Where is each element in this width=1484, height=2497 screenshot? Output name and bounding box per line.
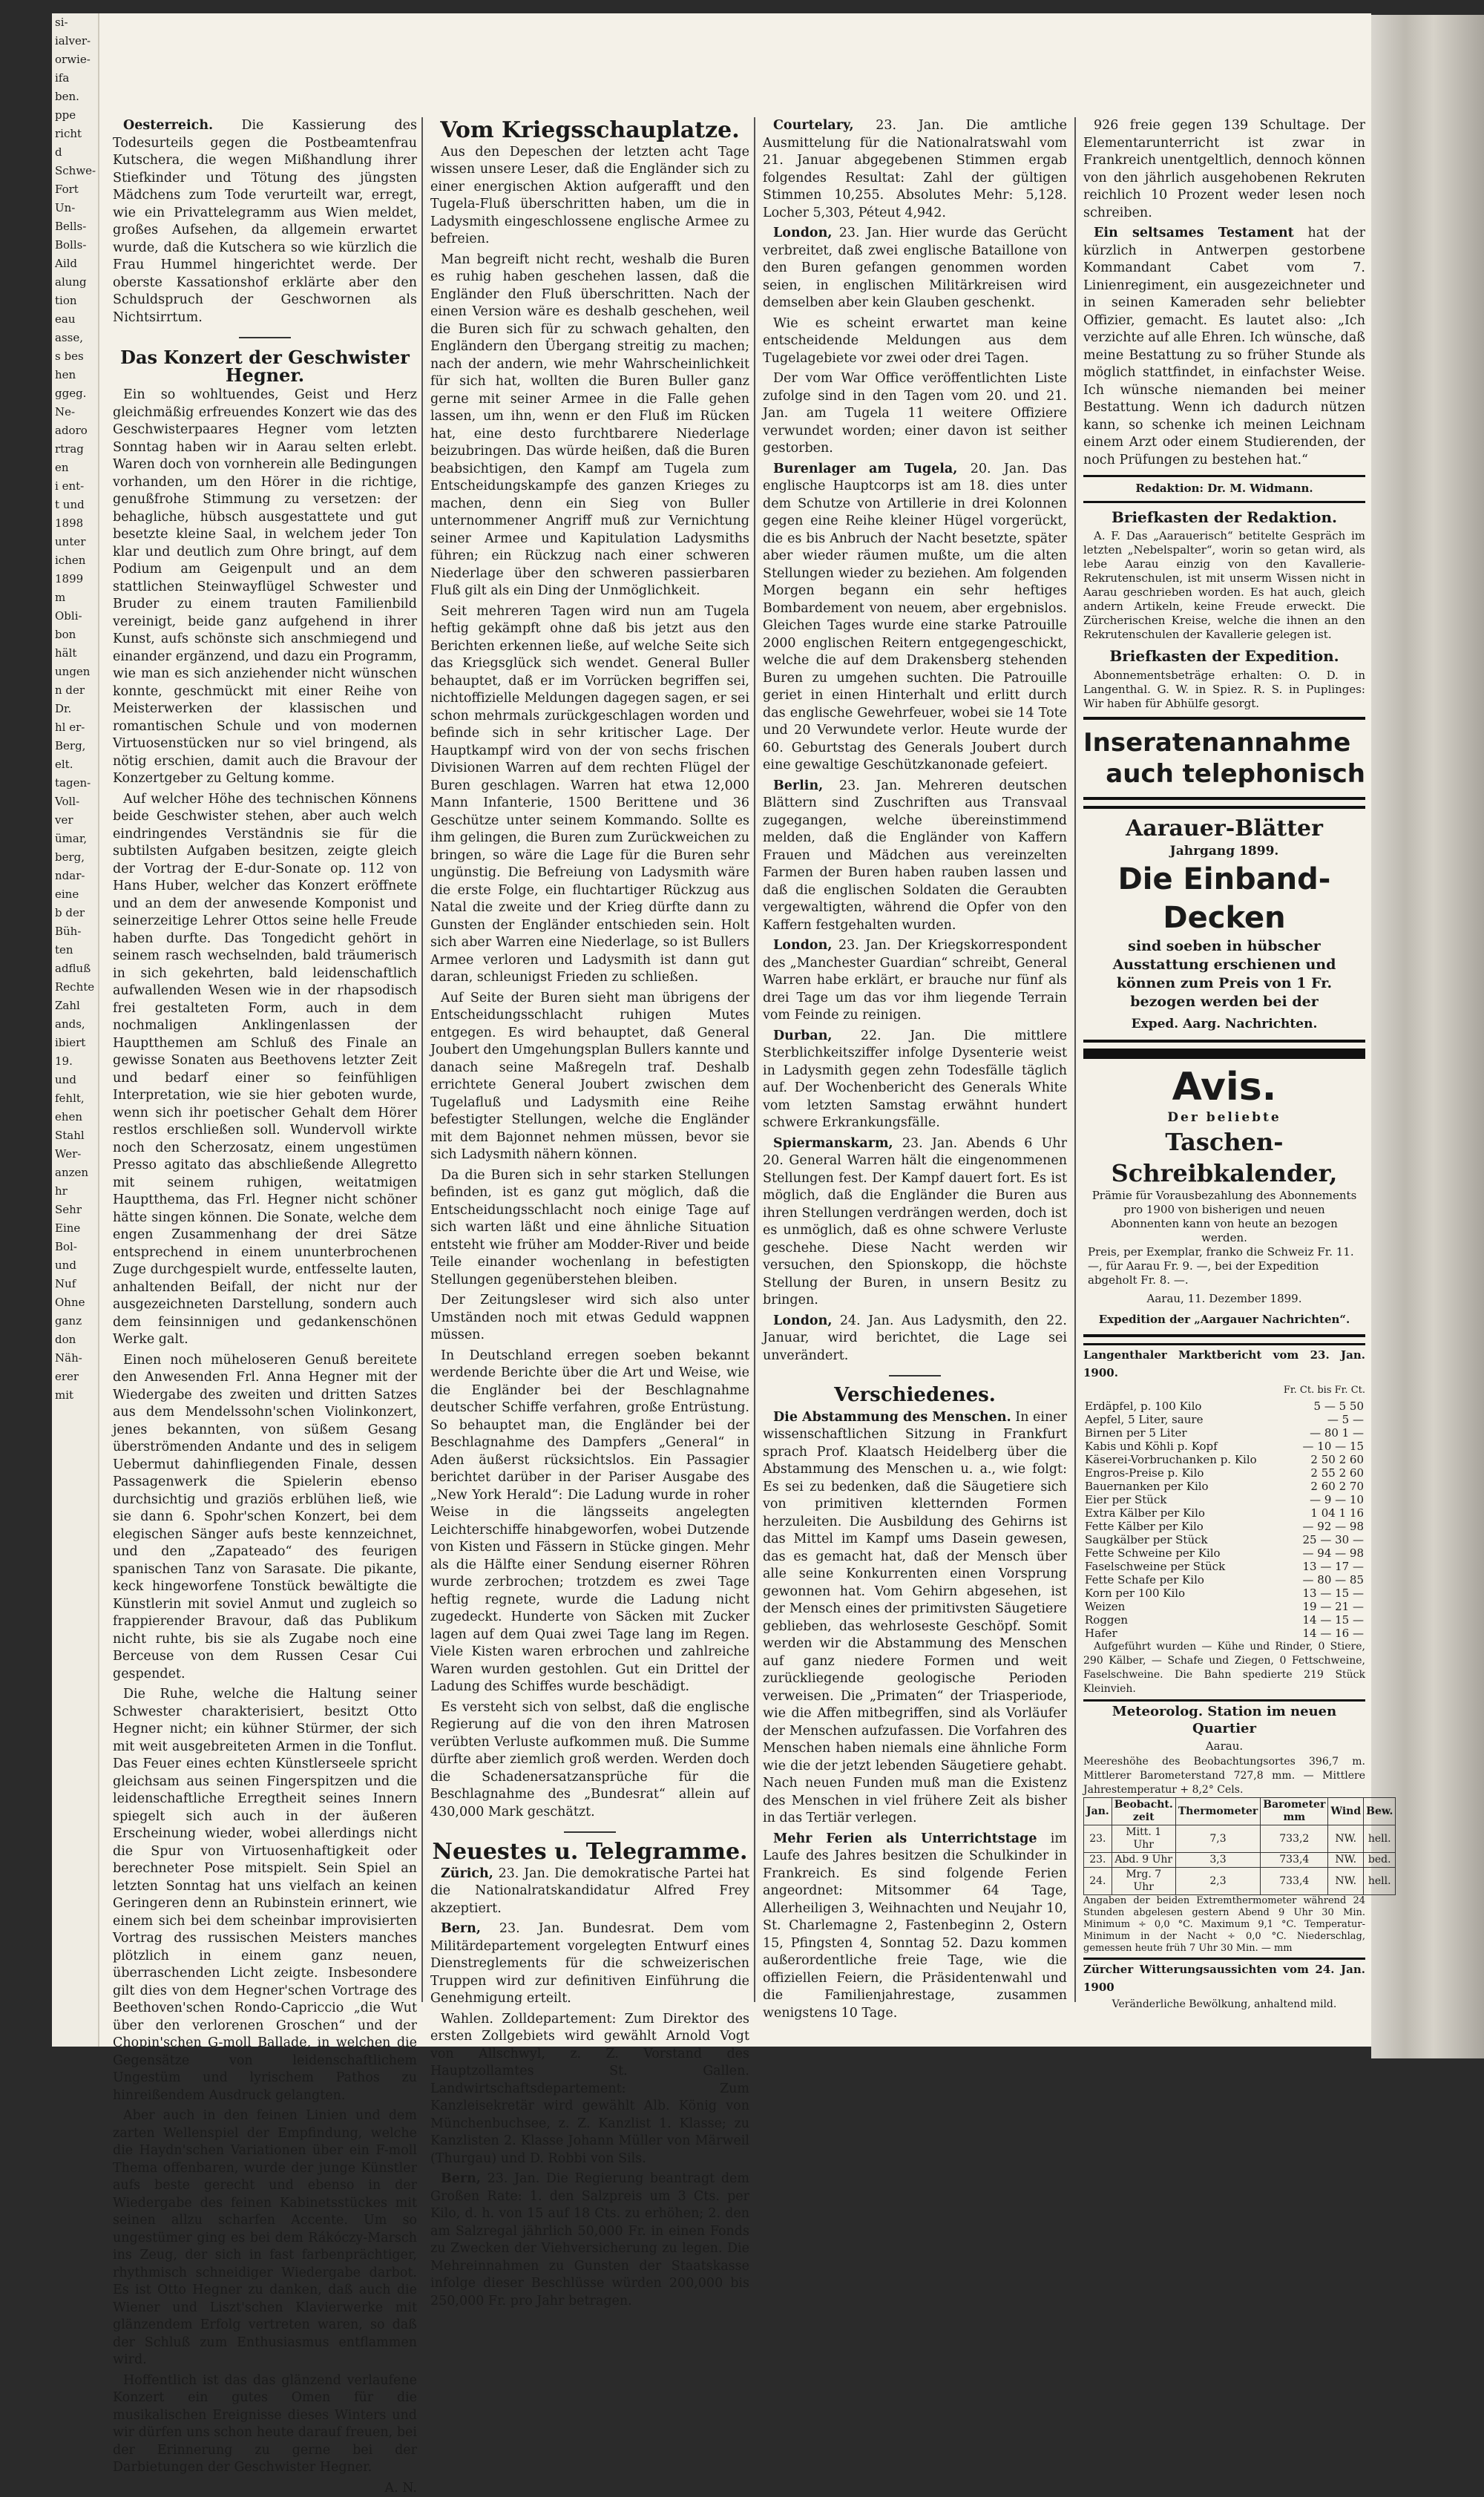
gutter-fragment: eine — [52, 885, 98, 904]
market-units: Fr. Ct. bis Fr. Ct. — [1083, 1382, 1365, 1400]
market-row — [1083, 1627, 1365, 1640]
article-text: 23. Jan. Mehreren deutschen Blättern sind Zuschriften aus Transvaal zugegangen, welche übereinstimmend melden, daß die Engländer von Kaffern Frauen und Mädchen aus vereinzelten Farmen der Buren haben rauben lassen und daß die englischen Soldaten die Geraubten vergewaltigten, während die Opfer von den Kaffern festgehalten wurden. — [763, 778, 1067, 933]
market-item: Korn per 100 Kilo — [1083, 1587, 1290, 1600]
gutter-fragment: ndar- — [52, 867, 98, 885]
gutter-fragment: eau — [52, 310, 98, 329]
ad-text: sind soeben in hübscher Ausstattung erschienen und können zum Preis von 1 Fr. bezogen werden bei der — [1083, 937, 1365, 1011]
market-value: — 80 — 85 — [1290, 1573, 1365, 1587]
article-lead: London, — [773, 226, 832, 240]
gutter-fragment: 19. — [52, 1052, 98, 1071]
meteo-station — [1083, 1699, 1365, 1955]
gutter-fragment: Un- — [52, 199, 98, 217]
telegram — [430, 2011, 749, 2168]
market-value: — 80 1 — — [1290, 1426, 1365, 1440]
market-item: Fette Kälber per Kilo — [1083, 1520, 1290, 1533]
gutter-fragment: und — [52, 1256, 98, 1275]
market-item: Kabis und Köhli p. Kopf — [1083, 1440, 1290, 1453]
neuestes-article — [430, 1866, 749, 2311]
column-4 — [1083, 117, 1365, 2017]
article-text: 24. Jan. Aus Ladysmith, den 22. Januar, wird berichtet, die Lage sei unverändert. — [763, 1313, 1067, 1363]
market-title: Langenthaler Marktbericht vom 23. Jan. 1900. — [1083, 1347, 1365, 1382]
gutter-fragment: adfluß — [52, 959, 98, 978]
gutter-fragment: ppe — [52, 106, 98, 125]
market-table — [1083, 1400, 1365, 1640]
telegram-list — [763, 117, 1067, 1365]
meteo-cell: Abd. 9 Uhr — [1112, 1853, 1175, 1868]
market-value: 13 — 15 — — [1290, 1587, 1365, 1600]
paragraph: In Deutschland erregen soeben bekannt werdende Berichte über die Art und Weise, wie die Engländer bei der Beschlagnahme deutscher Schiffe verfahren, große Entrüstung. So behauptet man, die Engländer bei der Beschlagnahme des Dampfers „General“ in Aden äußerst rücksichtslos. Ein Passagier berichtet darüber in der Pariser Ausgabe des „New York Herald“: Die Ladung wurde in roher Weise in die längsseits angelegten Leichterschiffe hinabgeworfen, wobei Dutzende von Kisten und Fässern in Stücke gingen. Mehr als die Hälfte einer Sendung eiserner Röhren wurde zerbrochen; trotzdem es zwei Tage heftig regnete, wurde die Ladung nicht zugedeckt. Hunderte von Säcken mit Zucker lagen auf dem Quai zwei Tage lang im Regen. Viele Kisten waren erbrochen und zahlreiche Waren wurden gestohlen. Gut ein Drittel der Ladung des Schiffes wurde beschädigt. — [430, 1348, 749, 1696]
article-lead: Ein seltsames Testament — [1094, 226, 1294, 240]
paragraph: Auf Seite der Buren sieht man übrigens der Entscheidungsschlacht ruhigen Mutes entgegen. Es wird behauptet, daß General Joubert den Umgehungsplan Bullers kannte und danach seine Maßregeln traf. Deshalb errichtete General Joubert zwischen dem Tugelafluß und Ladysmith eine Reihe befestigter Stellungen, welche die Engländer mit dem Bajonnet nehmen müssen, bevor sie sich Ladysmith nähern können. — [430, 990, 749, 1164]
gutter-fragment: unter — [52, 533, 98, 551]
meteo-row — [1084, 1825, 1396, 1853]
telegram — [763, 370, 1067, 458]
market-row — [1083, 1560, 1365, 1573]
article-text: Wie es scheint erwartet man keine entscheidende Meldungen aus dem Tugelagebiete vor zwei oder drei Tagen. — [763, 316, 1067, 366]
ad-inseratenannahme — [1083, 717, 1365, 800]
briefkasten-redaktion-title: Briefkasten der Redaktion. — [1083, 509, 1365, 527]
paragraph: Einen noch müheloseren Genuß bereitete den Anwesenden Frl. Anna Hegner mit der Wiedergabe des zweiten und dritten Satzes aus dem Mendelssohn'schen Violinkonzert, jenes bekannten, von süßem Gesang überströmenden Andante und des in seligem Uebermut dahinfliegenden Finale, dessen Passagenwerk die Spielerin ebenso durchsichtig und graziös erblühen ließ, wie sie dann 6. Spohr'schen Konzert, bei dem elegischen Sänger aufs beste kennzeichnet, und den „Zapateado“ des feurigen spanischen Tanz von Sarasate. Die pikante, keck hingeworfene Tonstück bewältigte die Künstlerin mit soviel Anmut und zugleich so frappierender Bravour, daß das Publikum nicht ruhte, bis sie als Zugabe noch eine Berceuse von dem Russen Cesar Cui gespendet. — [113, 1352, 417, 1684]
gutter-fragment: alung — [52, 273, 98, 292]
gutter-fragment: Fort — [52, 180, 98, 199]
meteo-cell: 23. — [1084, 1853, 1112, 1868]
book-edge — [1371, 15, 1484, 2058]
gutter-fragment: ifa — [52, 69, 98, 88]
meteo-table — [1083, 1797, 1396, 1895]
market-value: 1 04 1 16 — [1290, 1506, 1365, 1520]
gutter-fragment: ehen — [52, 1108, 98, 1126]
meteo-header: Beobacht. zeit — [1112, 1798, 1175, 1825]
article-lead: Burenlager am Tugela, — [773, 462, 957, 476]
meteo-header: Barometer mm — [1261, 1798, 1328, 1825]
market-row — [1083, 1400, 1365, 1413]
telegram — [763, 937, 1067, 1025]
market-row — [1083, 1533, 1365, 1546]
ad-avis — [1083, 1049, 1365, 1338]
article-oesterreich — [113, 117, 417, 327]
gutter-fragment: orwie- — [52, 50, 98, 69]
meteo-cell: hell. — [1364, 1825, 1396, 1853]
market-value: 2 50 2 60 — [1290, 1453, 1365, 1466]
paragraph — [763, 1831, 1067, 2023]
gutter-fragment: 1899 — [52, 570, 98, 588]
market-value: 2 60 2 70 — [1290, 1480, 1365, 1493]
column-rule — [1074, 117, 1076, 2002]
market-row — [1083, 1426, 1365, 1440]
market-value: 25 — 30 — — [1290, 1533, 1365, 1546]
avis-title: Avis. — [1083, 1065, 1365, 1109]
gutter-fragment: b der — [52, 904, 98, 922]
market-value: — 92 — 98 — [1290, 1520, 1365, 1533]
meteo-cell: NW. — [1328, 1853, 1364, 1868]
gutter-fragment: Schwe- — [52, 162, 98, 180]
market-value: 2 55 2 60 — [1290, 1466, 1365, 1480]
column-rule — [421, 117, 423, 2002]
meteo-cell: 733,4 — [1261, 1868, 1328, 1895]
telegram — [763, 225, 1067, 312]
avis-place: Aarau, 11. Dezember 1899. — [1083, 1290, 1365, 1308]
article-text: Die Kassierung des Todesurteils gegen die Postbeamtenfrau Kutschera, die wegen Mißhandlung ihrer Stiefkinder und Tötung des jüngsten Mädchens zum Tode verurteilt war, erregt, wie ein Privattelegramm aus Wien meldet, großes Aufsehen, da allgemein erwartet wurde, daß die Kutschera so wie kürzlich die Frau Hummel hingerichtet werde. Der oberste Kassationshof erklärte aber den Schuldspruch der Geschwornen als Nichtsirrtum. — [113, 118, 417, 325]
gutter-fragment: elt. — [52, 755, 98, 774]
gutter-fragment: berg, — [52, 848, 98, 867]
ad-einband-decken — [1083, 806, 1365, 1043]
meteo-header: Jan. — [1084, 1798, 1112, 1825]
gutter-fragment: n der — [52, 681, 98, 700]
gutter-fragment: fehlt, — [52, 1089, 98, 1108]
gutter-fragment: i ent- — [52, 477, 98, 496]
gutter-fragment: Wer- — [52, 1145, 98, 1164]
gutter-fragment: rtrag — [52, 440, 98, 459]
paragraph: Es versteht sich von selbst, daß die englische Regierung auf die von den ihren Matrosen verübten Verluste aufkommen muß. Die Summe dürfte aber ziemlich groß werden. Werden doch die Schadenersatzansprüche für die Beschlagnahme des „Bundesrat“ allein auf 430,000 Mark geschätzt. — [430, 1699, 749, 1822]
ad-footer: Exped. Aarg. Nachrichten. — [1083, 1016, 1365, 1034]
gutter-fragment: bon — [52, 626, 98, 644]
market-row — [1083, 1493, 1365, 1506]
market-item: Bauernanken per Kilo — [1083, 1480, 1290, 1493]
article-lead: Oesterreich. — [123, 118, 213, 133]
separator — [239, 337, 291, 338]
avis-text: Prämie für Vorausbezahlung des Abonnements pro 1900 von bisherigen und neuen Abonnenten kann von heute an bezogen werden. — [1083, 1189, 1365, 1245]
gutter-fragment: Stahl — [52, 1126, 98, 1145]
meteo-cell: 733,4 — [1261, 1853, 1328, 1868]
gutter-fragment: Bol- — [52, 1238, 98, 1256]
meteo-cell: 7,3 — [1175, 1825, 1261, 1853]
article-lead: Berlin, — [773, 778, 823, 793]
article-text: 23. Jan. Die Regierung beantragt dem Großen Rate: 1. den Salzpreis um 3 Cts. per Kilo, d. h. von 15 auf 18 Cts. zu erhöhen; 2. den am Salzregal jährlich 50,000 Fr. in einen Fonds zu Zwecken der Viehversicherung zu legen. Die Mehreinnahmen zu Gunsten der Staatskasse infolge dieser Beschlüsse würden 200,000 bis 250,000 Fr. pro Jahr betragen. — [430, 2171, 749, 2309]
gutter-fragment: si- — [52, 13, 98, 32]
telegram — [763, 315, 1067, 368]
telegram — [763, 117, 1067, 222]
gutter-fragment: Näh- — [52, 1349, 98, 1368]
meteo-cell: 2,3 — [1175, 1868, 1261, 1895]
market-item: Engros-Preise p. Kilo — [1083, 1466, 1290, 1480]
gutter-fragment: hen — [52, 366, 98, 384]
gutter-fragment: Ohne — [52, 1293, 98, 1312]
gutter-fragment: und — [52, 1071, 98, 1089]
gutter-fragment: ands, — [52, 1015, 98, 1034]
briefkasten-redaktion-text: A. F. Das „Aarauerisch“ betitelte Gespräch im letzten „Nebelspalter“, worin so getan wird, als lebe Aarau einzig von den Kavallerie-Rekrutenschulen, ist mit unserm Wissen nicht in Aarau geschrieben worden. Es hat auch, gleich andern Artikeln, keine Freude erweckt. Die Zürcherischen Kreise, welche die ihnen an den Rekrutenschulen der Kavallerie gelegen ist. — [1083, 529, 1365, 642]
meteo-cell: Mitt. 1 Uhr — [1112, 1825, 1175, 1853]
ad-year: Jahrgang 1899. — [1083, 843, 1365, 861]
kriegs-title: Vom Kriegsschauplatze. — [430, 122, 749, 140]
article-text: 23. Jan. Abends 6 Uhr 20. General Warren hält die eingenommenen Stellungen fest. Der Kampf dauert fort. Es ist möglich, daß die Engländer die Buren aus ihren Stellungen verdrängen werden, doch ist es unmöglich, daß es ohne schwere Verluste geschehe. Diese Nacht werden wir versuchen, den Spionskopp, die höchste Stellung der Buren, in unsern Besitz zu bringen. — [763, 1136, 1067, 1308]
ad-line: auch telephonisch — [1083, 758, 1365, 790]
market-item: Fette Schafe per Kilo — [1083, 1573, 1290, 1587]
ad-line: Inseratenannahme — [1083, 727, 1365, 758]
telegram — [430, 1866, 749, 1918]
market-row — [1083, 1440, 1365, 1453]
meteo-cell: bed. — [1364, 1853, 1396, 1868]
market-row — [1083, 1587, 1365, 1600]
paragraph: Aus den Depeschen der letzten acht Tage wissen unsere Leser, daß die Engländer sich zu einer energischen Aktion aufgerafft und den Tugela-Fluß überschritten haben, um die in Ladysmith eingeschlossene englische Armee zu befreien. — [430, 144, 749, 249]
article-text: In einer wissenschaftlichen Sitzung in Frankfurt sprach Prof. Klaatsch Heidelberg über die Abstammung des Menschen u. a., wie folgt: Es sei zu bedenken, daß die Säugetiere sich von primitiven kletternden Formen herzuleiten. Die Ausbildung des Gehirns ist das Mittel im Kampf ums Dasein gewesen, das es gemacht hat, daß der Mensch über alle seine Konkurrenten einen Vorsprung gewonnen hat. Vom Gehirn abgesehen, ist der Mensch eines der primitivsten Säugetiere geblieben, das wehrloseste Geschöpf. Somit werden wir die Abstammung des Menschen auf ganz niedere Formen und weit zurückliegende geologische Perioden verweisen. Die „Primaten“ der Triasperiode, wie die Affen mitbegriffen, sind als Vorläufer der Menschen aufzufassen. Die Vorfahren des Menschen haben niemals eine ähnliche Form wie die der jetzt lebenden Säugetiere gehabt. Nach neuen Funden muß man die Existenz des Menschen in viel frühere Zeit als bisher in das Tertiär verlegen. — [763, 1410, 1067, 1826]
separator — [889, 1375, 941, 1377]
article-text: Der vom War Office veröffentlichten Liste zufolge sind in den Tagen vom 20. und 21. Jan. am Tugela 11 weitere Offiziere verwundet worden; einer davon ist seither gestorben. — [763, 371, 1067, 456]
gutter-fragment: s bes — [52, 347, 98, 366]
meteo-row — [1084, 1853, 1396, 1868]
paragraph: Da die Buren sich in sehr starken Stellungen befinden, ist es ganz gut möglich, daß die Entscheidungsschlacht noch einige Tage auf sich warten läßt und eine ähnliche Situation entsteht wie früher am Modder-River und beide Teile einander wochenlang in befestigten Stellungen gegenüberstehen bleiben. — [430, 1167, 749, 1290]
kriegs-article — [430, 144, 749, 1822]
market-item: Roggen — [1083, 1613, 1290, 1627]
paragraph: Hoffentlich ist das das glänzend verlaufene Konzert ein gutes Omen für die musikalischen Ereignisse dieses Winters und wir dürfen uns schon heute darauf freuen, bei der Erinnerung zu gerne bei der Darbietungen der Geschwister Hegner. — [113, 2372, 417, 2477]
market-item: Aepfel, 5 Liter, saure — [1083, 1413, 1290, 1426]
column-rule — [754, 117, 755, 2002]
gutter-fragment: Bells- — [52, 217, 98, 236]
meteo-cell: NW. — [1328, 1825, 1364, 1853]
meteo-header: Wind — [1328, 1798, 1364, 1825]
gutter-fragment: ben. — [52, 88, 98, 106]
konzert-article — [113, 387, 417, 2477]
market-value: — 5 — — [1290, 1413, 1365, 1426]
paragraph: Man begreift nicht recht, weshalb die Buren es ruhig haben geschehen lassen, daß die Engländer den Fluß überschritten. Nach der einen Version wäre es deshalb geschehen, weil die Buren sich für zu schwach gehalten, den Engländern den Übergang streitig zu machen; nach der andern, wie mehr Wahrscheinlichkeit für sich hat, wollten die Buren Buller ganz gerne mit seiner Armee in die Falle gehen lassen, um ihn, wenn er den Fluß im Rücken hat, eine desto furchtbarere Niederlage beizubringen. Das würde heißen, daß die Buren beabsichtigen, den Kampf am Tugela zum Entscheidungskampfe des ganzen Krieges zu machen, denn ein Sieg von Buller unternommener Angriff muß zur Vernichtung seiner Armee und Kapitulation Ladysmiths führen; ein Rückzug nach einer schweren Niederlage über den schweren passierbaren Fluß gilt als ein Ding der Unmöglichkeit. — [430, 252, 749, 600]
meteo-note: Angaben der beiden Extremthermometer während 24 Stunden abgelesen gestern Abend 9 Uhr 30 Min. Minimum ÷ 0,0 °C. Maximum 9,1 °C. Temperatur-Minimum in der Nacht ÷ 0,0 °C. Niederschlag, gemessen heute früh 7 Uhr 30 Min. — mm — [1083, 1895, 1365, 1955]
gutter-fragment: Nuf — [52, 1275, 98, 1293]
gutter-fragment: asse, — [52, 329, 98, 347]
gutter-fragment: hält — [52, 644, 98, 663]
paragraph: Aber auch in den feinen Linien und dem zarten Wellenspiel der Empfindung, welche die Haydn'schen Variationen über ein F-moll Thema offenbaren, wurde der junge Künstler aufs beste gerecht und ebenso in der Wiedergabe des feinen Kabinetsstückes mit seinen allzu scharfen Accente. Um so ungestümer ging es bei dem Rákóczy-Marsch ins Zeug, der sich in fast farbenprächtiger, rhythmisch schneidiger Wiedergabe darbot. Es ist Otto Hegner zu danken, daß auch die Wiener und Liszt'schen Klavierwerke mit glänzendem Erfolg vertreten waren, so daß der Schluß zum Enthusiasmus entflammen wird. — [113, 2107, 417, 2369]
gutter-fragment: Bolls- — [52, 236, 98, 255]
paragraph: Der Zeitungsleser wird sich also unter Umständen noch mit etwas Geduld wappnen müssen. — [430, 1292, 749, 1345]
paragraph: Die Ruhe, welche die Haltung seiner Schwester charakterisiert, besitzt Otto Hegner nicht; ein kühner Stürmer, der sich mit weit ausgebreiteten Armen in die Tonflut. Das Feuer eines echten Künstlerseele spricht gleichsam aus seinen Fingerspitzen und die leidenschaftliche Erregtheit seines Innern spiegelt sich auch in der äußeren Erscheinung wieder, wobei allerdings nicht die Spur von Virtuosenhaftigkeit oder berechneter Pose mitspielt. Sein Spiel an letzten Sonntag hat uns vielfach an keinen Geringeren denn an Rubinstein erinnert, wie einem sich bei dem scheinbar improvisierten Vortrag des russischen Meisters manches plötzlich in einem ganz neuen, überraschenden Licht zeigte. Insbesondere gilt dies von dem Hegner'schen Vortrage des Beethoven'schen Rondo-Capriccio „die Wut über den verlorenen Groschen“ und der Chopin'schen G-moll Ballade, in welchen die Gegensätze von leidenschaftlichem Ungestüm und lyrischem Pathos zu hinreißendem Ausdruck gelangten. — [113, 1686, 417, 2104]
market-value: — 94 — 98 — [1290, 1546, 1365, 1560]
avis-price: Preis, per Exemplar, franko die Schweiz Fr. 11. —, für Aarau Fr. 9. —, bei der Expedition abgeholt Fr. 8. —. — [1083, 1245, 1365, 1287]
article-text: Wahlen. Zolldepartement: Zum Direktor des ersten Zollgebiets wird gewählt Arnold Vogt von Allschwyl, z. Z. Vorstand des Hauptzollamtes St. Gallen. Landwirtschaftsdepartement: Zum Kanzleisekretär wird gewählt Alb. König von Münchenbuchsee, z. Z. Kanzlist 1. Klasse; zu Kanzlisten 2. Klasse Johann Müller von Märweil (Thurgau) und D. Robbi von Sils. — [430, 2012, 749, 2166]
previous-page-gutter — [52, 13, 99, 2047]
market-row — [1083, 1520, 1365, 1533]
ad-headline: Die Einband-Decken — [1083, 860, 1365, 937]
article-text: hat der kürzlich in Antwerpen gestorbene Kommandant Cabet vom 7. Linienregiment, ein ausgezeichneter und in seinen Kameraden sehr beliebter Offizier, gemacht. Es lautet also: „Ich verzichte auf alle Ehren. Ich wünsche, daß meine Bestattung zu so früher Stunde als möglich stattfindet, in einfachster Weise. Ich wünsche niemanden bei meiner Bestattung. Wenn ich dadurch nützen kann, so schenke ich meinen Leichnam einem Arzt oder einem Studierenden, der noch Prüfungen zu bestehen hat.“ — [1083, 226, 1365, 467]
paragraph: Seit mehreren Tagen wird nun am Tugela heftig gekämpft ohne daß bis jetzt aus den Berichten erkennen ließe, auf welche Seite sich das Kriegsglück sich wendet. General Buller behauptet, daß er im Vorrücken begriffen sei, nichtoffizielle Meldungen dagegen sagen, er sei schon mehrmals zurückgeschlagen worden und befinde sich in sehr kritischer Lage. Der Hauptkampf wird von der von sechs frischen Divisionen Warren auf dem rechten Flügel der Buren geschlagen. Warren hat etwa 12,000 Mann Infanterie, 1500 Berittene und 36 Geschütze unter seinem Kommando. Sollte es ihm gelingen, die Buren zum Zurückweichen zu bringen, so wäre die Lage für die Buren sehr ungünstig. Die Befreiung von Ladysmith wäre die erste Folge, ein fluchtartiger Rückzug aus Natal die zweite und der Krieg dürfte dann zu Gunsten der Engländer entschieden sein. Holt sich aber Warren eine Niederlage, so ist Bullers Armee verloren und Ladysmith ist dann gut daran, schleunigst Frieden zu schließen. — [430, 603, 749, 987]
avis-expedition: Expedition der „Aargauer Nachrichten“. — [1083, 1311, 1365, 1329]
gutter-fragment: Ne- — [52, 403, 98, 421]
market-value: 14 — 16 — — [1290, 1627, 1365, 1640]
article-lead: Bern, — [441, 2171, 481, 2186]
briefkasten-expedition-title: Briefkasten der Expedition. — [1083, 648, 1365, 666]
briefkasten-expedition-text: Abonnementsbeträge erhalten: O. D. in Langenthal. G. W. in Spiez. R. S. in Puplinges: Wir haben für Abhülfe gesorgt. — [1083, 669, 1365, 711]
article-lead: London, — [773, 1313, 832, 1328]
telegram — [763, 1313, 1067, 1365]
gutter-fragment: ialver- — [52, 32, 98, 50]
verschiedenes-title: Verschiedenes. — [763, 1387, 1067, 1405]
gutter-fragment: Rechte — [52, 978, 98, 997]
meteo-cell: NW. — [1328, 1868, 1364, 1895]
telegram — [763, 1135, 1067, 1310]
gutter-fragment: 1898 — [52, 514, 98, 533]
gutter-fragment: ganz — [52, 1312, 98, 1330]
gutter-fragment: ten — [52, 941, 98, 959]
gutter-fragment: Aild — [52, 255, 98, 273]
column-2 — [430, 117, 749, 2017]
market-item: Fette Schweine per Kilo — [1083, 1546, 1290, 1560]
market-row — [1083, 1480, 1365, 1493]
market-item: Weizen — [1083, 1600, 1290, 1613]
telegram — [430, 1920, 749, 2008]
market-item: Faselschweine per Stück — [1083, 1560, 1290, 1573]
gutter-fragment: ver — [52, 811, 98, 830]
neuestes-title: Neuestes u. Telegramme. — [430, 1843, 749, 1861]
testament-article — [1083, 225, 1365, 469]
top-text: 926 freie gegen 139 Schultage. Der Elementarunterricht ist zwar in Frankreich unentgeltlich, dennoch können von den jährlich ausgehobenen Rekruten reichlich 10 Prozent weder lesen noch schreiben. — [1083, 117, 1365, 222]
telegram — [430, 2170, 749, 2310]
article-text: im Laufe des Jahres besitzen die Schulkinder in Frankreich. Es sind folgende Ferien angeordnet: Mitsommer 64 Tage, Allerheiligen 3, Weihnachten und Neujahr 10, St. Charlemagne 2, Fastenbeginn 2, Ostern 15, Pfingsten 4, Sonntag 52. Dazu kommen außerordentliche freie Tage, wie die offiziellen Feiern, die Präsidentenwahl und die Familienjahrestage, zusammen wenigstens 10 Tage. — [763, 1831, 1067, 2021]
avis-subtitle: Der beliebte — [1083, 1109, 1365, 1127]
weather-forecast — [1083, 1958, 1365, 2014]
meteo-cell: 733,2 — [1261, 1825, 1328, 1853]
gutter-fragment: tagen- — [52, 774, 98, 793]
meteo-cell: 24. — [1084, 1868, 1112, 1895]
signature: A. N. — [113, 2480, 417, 2497]
market-row — [1083, 1506, 1365, 1520]
paragraph — [763, 1409, 1067, 1828]
market-row — [1083, 1413, 1365, 1426]
market-item: Extra Kälber per Kilo — [1083, 1506, 1290, 1520]
weather-title: Zürcher Witterungsaussichten vom 24. Jan. 1900 — [1083, 1961, 1365, 1996]
market-value: 5 — 5 50 — [1290, 1400, 1365, 1413]
separator — [564, 1831, 616, 1833]
gutter-fragment: hr — [52, 1182, 98, 1201]
market-value: — 9 — 10 — [1290, 1493, 1365, 1506]
market-value: 13 — 17 — — [1290, 1560, 1365, 1573]
article-text: 23. Jan. Bundesrat. Dem vom Militärdepartement vorgelegten Entwurf eines Dienstreglements für die schweizerischen Truppen wird zur definitiven Einführung die Genehmigung erteilt. — [430, 1921, 749, 2006]
article-text: 23. Jan. Der Kriegskorrespondent des „Manchester Guardian“ schreibt, General Warren habe erklärt, er brauche nur fünf als drei Tage um das vor ihm liegende Terrain vom Feinde zu reinigen. — [763, 938, 1067, 1023]
market-row — [1083, 1453, 1365, 1466]
gutter-fragment: Eine — [52, 1219, 98, 1238]
gutter-fragment: Voll- — [52, 793, 98, 811]
market-item: Saugkälber per Stück — [1083, 1533, 1290, 1546]
market-row — [1083, 1600, 1365, 1613]
meteo-place: Aarau. — [1083, 1738, 1365, 1756]
weather-text: Veränderliche Bewölkung, anhaltend mild. — [1083, 1996, 1365, 2014]
market-value: — 10 — 15 — [1290, 1440, 1365, 1453]
meteo-cell: 23. — [1084, 1825, 1112, 1853]
gutter-fragment: Dr. — [52, 700, 98, 718]
gutter-fragment: anzen — [52, 1164, 98, 1182]
konzert-title: Das Konzert der Geschwister Hegner. — [113, 349, 417, 384]
column-3 — [763, 117, 1067, 2017]
article-text: 23. Jan. Die demokratische Partei hat die Nationalratskandidatur Alfred Frey akzeptiert. — [430, 1866, 749, 1916]
gutter-fragment: Berg, — [52, 737, 98, 755]
market-value: 19 — 21 — — [1290, 1600, 1365, 1613]
gutter-fragment: Obli- — [52, 607, 98, 626]
meteo-cell: 3,3 — [1175, 1853, 1261, 1868]
article-text: 20. Jan. Das englische Hauptcorps ist am 18. dies unter dem Schutze von Artillerie in drei Kolonnen gegen eine Reihe kleiner Hügel vorgerückt, die es bis Anbruch der Nacht besetzte, später aber wieder räumen mußte, um die alten Stellungen wieder zu beziehen. Am folgenden Morgen begann ein sehr heftiges Bombardement von neuem, aber ergebnislos. Gleichen Tages wurde eine starke Patrouille 2000 englischen Reitern entgegengeschickt, welche die auf dem Drakensberg stehenden Buren zu umgehen suchten. Die Patrouille geriet in einen Hinterhalt und erlitt durch das englische Gewehrfeuer, wobei sie 14 Tote und 20 Verwundete verlor. Heute wurde der 60. Geburtstag des Generals Joubert durch eine gewaltige Geschützkanonade gefeiert. — [763, 462, 1067, 773]
market-item: Käserei-Vorbruchanken p. Kilo — [1083, 1453, 1290, 1466]
market-row — [1083, 1573, 1365, 1587]
meteo-cell: hell. — [1364, 1868, 1396, 1895]
gutter-fragment: en — [52, 459, 98, 477]
article-text: 22. Jan. Die mittlere Sterblichkeitsziffer infolge Dysenterie weist in Ladysmith gegen zehn Todesfälle täglich auf. Der Wochenbericht des Generals White vom letzten Samstag erwähnt hundert schwere Erkrankungsfälle. — [763, 1028, 1067, 1131]
gutter-fragment: erer — [52, 1368, 98, 1386]
avis-headline: Taschen-Schreibkalender, — [1083, 1126, 1365, 1189]
gutter-fragment: tion — [52, 292, 98, 310]
article-lead: Mehr Ferien als Unterrichtstage — [773, 1831, 1037, 1846]
market-item: Eier per Stück — [1083, 1493, 1290, 1506]
market-item: Erdäpfel, p. 100 Kilo — [1083, 1400, 1290, 1413]
newspaper-page — [52, 13, 1371, 2047]
market-item: Hafer — [1083, 1627, 1290, 1640]
market-row — [1083, 1466, 1365, 1480]
article-lead: Bern, — [441, 1921, 481, 1936]
article-lead: London, — [773, 938, 832, 953]
meteo-row — [1084, 1868, 1396, 1895]
gutter-fragment: ümar, — [52, 830, 98, 848]
article-lead: Durban, — [773, 1028, 833, 1043]
gutter-fragment: ggeg. — [52, 384, 98, 403]
paragraph: Ein so wohltuendes, Geist und Herz gleichmäßig erfreuendes Konzert wie das des Geschwisterpaares Hegner vom letzten Sonntag haben wir in Aarau selten erlebt. Waren doch von vornherein alle Bedingungen vorhanden, um den Hörer in die richtige, genußfrohe Stimmung zu versetzen: der behagliche, hübsch ausgestattete und gut besetzte kleine Saal, in welchem jeder Ton klar und deutlich zum Ohre bringt, auf dem Podium am Geigenpult und an dem stattlichen Steinwayflügel Schwester und Bruder zu einem trauten Familienbild vereinigt, beide ganz aufgehend in ihrer Kunst, aufs schönste sich anschmiegend und einander ergänzend, und dazu ein Programm, wie man es sich anziehender nicht wünschen konnte, geschmückt mit einer Reihe von Meisterwerken der klassischen und romantischen Schule und von modernen Virtuosenstücken nur so viel bringend, als nötig erschien, damit auch die Bravour der Konzertgeber zu Geltung komme. — [113, 387, 417, 788]
gutter-fragment: m — [52, 588, 98, 607]
article-lead: Spiermanskarm, — [773, 1136, 893, 1151]
article-lead: Die Abstammung des Menschen. — [773, 1410, 1011, 1425]
verschiedenes-article — [763, 1409, 1067, 2023]
article-text: 23. Jan. Die amtliche Ausmittelung für die Nationalratswahl vom 21. Januar abgegebenen Stimmen ergab folgendes Resultat: Zahl der gültigen Stimmen 10,255. Absolutes Mehr: 5,128. Locher 5,303, Péteut 4,942. — [763, 118, 1067, 220]
gutter-fragment: ichen — [52, 551, 98, 570]
gutter-fragment: ibiert — [52, 1034, 98, 1052]
gutter-fragment: t und — [52, 496, 98, 514]
gutter-fragment: Büh- — [52, 922, 98, 941]
gutter-fragment: richt — [52, 125, 98, 143]
market-report — [1083, 1343, 1365, 1696]
market-note: Aufgeführt wurden — Kühe und Rinder, 0 Stiere, 290 Kälber, — Schafe und Ziegen, 0 Fettschweine, Faselschweine. Die Bahn spedierte 219 Stück Kleinvieh. — [1083, 1640, 1365, 1696]
telegram — [763, 1028, 1067, 1132]
meteo-cell: Mrg. 7 Uhr — [1112, 1868, 1175, 1895]
column-1 — [113, 117, 417, 2017]
gutter-fragment: ungen — [52, 663, 98, 681]
meteo-header: Thermometer — [1175, 1798, 1261, 1825]
telegram — [763, 778, 1067, 935]
market-row — [1083, 1546, 1365, 1560]
redaktion-line: Redaktion: Dr. M. Widmann. — [1083, 475, 1365, 503]
meteo-header: Bew. — [1364, 1798, 1396, 1825]
gutter-fragment: adoro — [52, 421, 98, 440]
gutter-fragment: mit — [52, 1386, 98, 1405]
market-value: 14 — 15 — — [1290, 1613, 1365, 1627]
market-row — [1083, 1613, 1365, 1627]
ad-title: Aarauer-Blätter — [1083, 815, 1365, 843]
telegram — [763, 461, 1067, 775]
article-lead: Zürich, — [441, 1866, 493, 1881]
gutter-fragment: d — [52, 143, 98, 162]
gutter-fragment: Zahl — [52, 997, 98, 1015]
market-item: Birnen per 5 Liter — [1083, 1426, 1290, 1440]
paragraph: Auf welcher Höhe des technischen Könnens beide Geschwister stehen, aber auch welch eindringendes Verständnis sie für die subtilsten Aufgaben besitzen, zeigte gleich der Vortrag der E-dur-Sonate op. 112 von Hans Huber, welcher das Konzert eröffnete und an dem der anwesende Komponist und seinerzeitige Lehrer Ottos seine helle Freude haben durfte. Das Tongedicht gehört in seinem rasch wechselnden, bald träumerisch in sich gekehrten, bald leidenschaftlich aufwallenden Wesen wie in der rhapsodisch frei gestalteten Form, auch in dem nochmaligen Anklingenlassen der Hauptthemen am Schluß des Finale an gewisse Sonaten aus Beethovens letzter Zeit und bedarf einer so feinfühligen Interpretation, wie sie hier geboten wurde, wenn sich ihr poetischer Gehalt dem Hörer restlos erschließen soll. Wundervoll wirkte noch den Scherzosatz, einem ungestümen Presso agitato das abschließende Allegretto mit seinem ruhigen, weitatmigen Hauptthema, das Frl. Hegner nicht schöner hätte singen können. Die Sonate, welche dem engen Zusammenhang der drei Sätze entsprechend in einem ununterbrochenen Zuge durchgespielt wurde, entfesselte lauten, anhaltenden Beifall, der nicht nur der ausgezeichneten Darstellung, sondern auch dem feinsinnigen und gedankenschönen Werke galt. — [113, 791, 417, 1349]
gutter-fragment: hl er- — [52, 718, 98, 737]
article-text: 23. Jan. Hier wurde das Gerücht verbreitet, daß zwei englische Bataillone von den Buren gefangen genommen worden seien, in englischen Militärkreisen wird demselben aber kein Glauben geschenkt. — [763, 226, 1067, 310]
article-lead: Courtelary, — [773, 118, 854, 133]
meteo-info: Meereshöhe des Beobachtungsortes 396,7 m. Mittlerer Barometerstand 727,8 mm. — Mittlere Jahrestemperatur + 8,2° Cels. — [1083, 1755, 1365, 1797]
meteo-title: Meteorolog. Station im neuen Quartier — [1083, 1703, 1365, 1738]
gutter-fragment: don — [52, 1330, 98, 1349]
gutter-fragment: Sehr — [52, 1201, 98, 1219]
